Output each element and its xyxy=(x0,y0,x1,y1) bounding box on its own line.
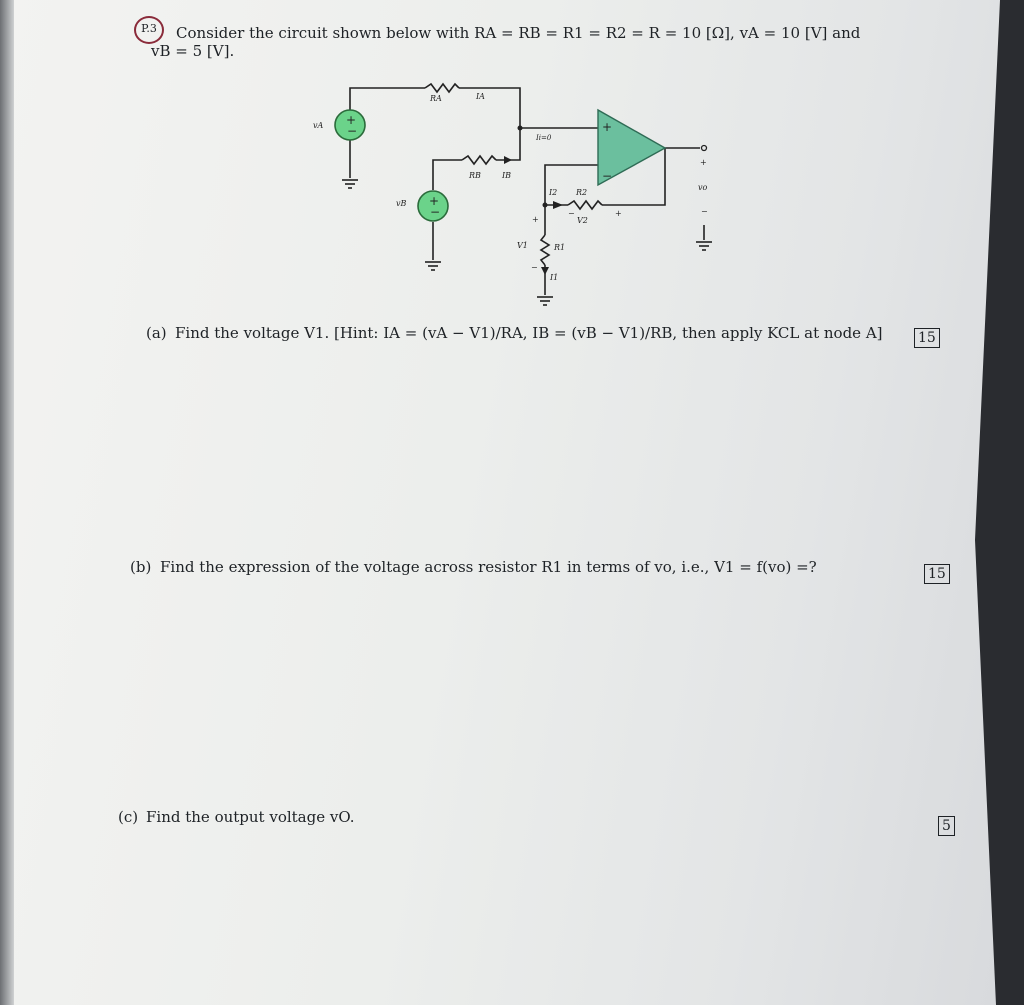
problem-number-badge: P.3 xyxy=(134,16,164,44)
v1-minus: − xyxy=(531,263,538,272)
part-b-points: 15 xyxy=(924,564,950,584)
v2-plus: + xyxy=(615,209,622,218)
voltage-v2-label: V2 xyxy=(577,216,588,225)
part-a-text: Find the voltage V1. [Hint: IA = (vA − V1)/RA, IB = (vB − V1)/RB, then apply KCL at node A] xyxy=(175,324,883,342)
voltage-v1-label: V1 xyxy=(517,241,528,250)
resistor-ra-label: RA xyxy=(430,94,442,103)
part-a-label: (a) xyxy=(146,324,167,342)
v2-minus: − xyxy=(568,209,575,218)
source-b-label: vB xyxy=(396,199,407,208)
source-a-minus: − xyxy=(347,124,358,138)
source-b-minus: − xyxy=(430,205,441,219)
problem-statement-line1: Consider the circuit shown below with RA = RB = R1 = R2 = R = 10 [Ω], vA = 10 [V] and xyxy=(176,24,861,42)
current-i2-label: I2 xyxy=(549,188,558,197)
source-a-label: vA xyxy=(313,121,324,130)
paper-edge-shadow xyxy=(0,0,14,1005)
resistor-r1-label: R1 xyxy=(554,243,566,252)
input-current-label: Ii=0 xyxy=(536,134,552,142)
source-a-plus: + xyxy=(346,113,357,127)
circuit-diagram xyxy=(300,80,740,320)
part-a-points: 15 xyxy=(914,328,940,348)
source-b-plus: + xyxy=(429,194,440,208)
part-c-points: 5 xyxy=(938,816,955,836)
output-minus: − xyxy=(701,207,708,216)
opamp-minus: − xyxy=(602,169,613,183)
output-plus: + xyxy=(700,158,707,167)
current-ia-label: IA xyxy=(476,92,485,101)
part-b-text: Find the expression of the voltage across resistor R1 in terms of vo, i.e., V1 = f(vo) =? xyxy=(160,558,817,576)
resistor-rb xyxy=(462,156,496,164)
part-c-text: Find the output voltage vO. xyxy=(146,808,355,826)
part-c-label: (c) xyxy=(118,808,139,826)
current-i1-label: I1 xyxy=(550,273,559,282)
problem-statement-line2: vB = 5 [V]. xyxy=(151,42,235,60)
resistor-ra xyxy=(425,84,459,92)
part-b-label: (b) xyxy=(130,558,152,576)
resistor-rb-label: RB xyxy=(469,171,481,180)
resistor-r2 xyxy=(568,201,602,209)
current-ib-label: IB xyxy=(502,171,512,180)
v1-plus: + xyxy=(532,215,539,224)
resistor-r1 xyxy=(541,235,549,265)
resistor-r2-label: R2 xyxy=(576,188,588,197)
output-voltage-label: vo xyxy=(698,183,708,192)
opamp-plus: + xyxy=(602,120,613,134)
